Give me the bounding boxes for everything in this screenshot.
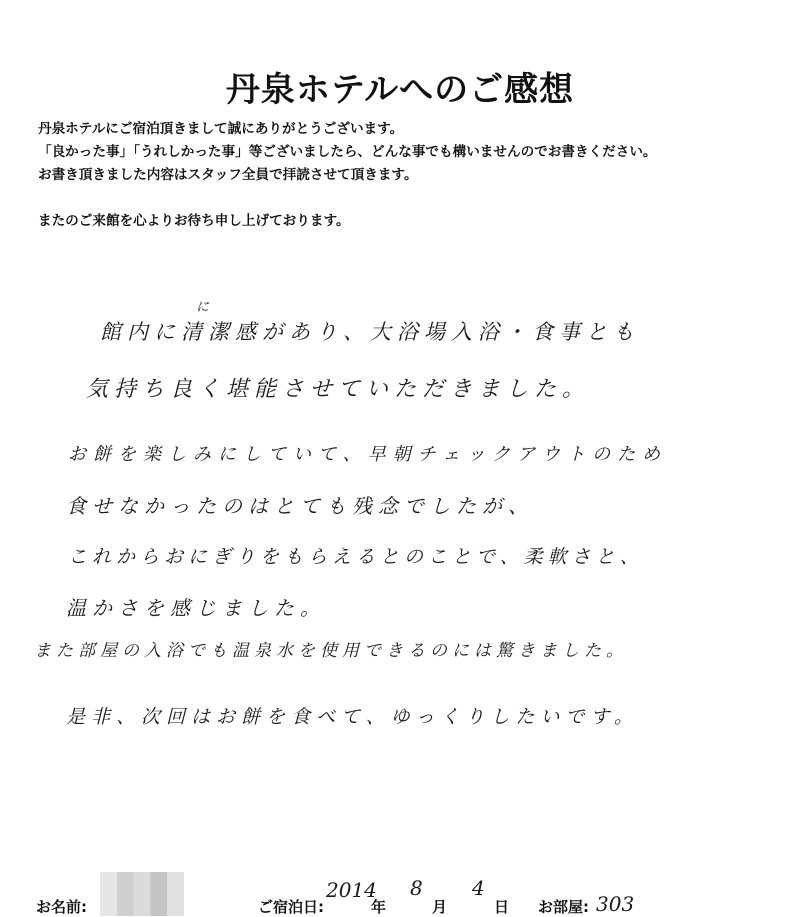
intro-line-2: 「良かった事」「うれしかった事」等ございましたら、どんな事でも構いませんのでお書きください。 [38, 144, 657, 160]
handwritten-line-6: 温かさを感じました。 [66, 596, 326, 620]
footer [0, 868, 800, 916]
stay-day-value: 4 [472, 876, 485, 900]
handwritten-line-3: お餅を楽しみにしていて、早朝チェックアウトのため [68, 444, 668, 465]
month-label: 月 [432, 898, 448, 916]
intro-line-1: 丹泉ホテルにご宿泊頂きまして誠にありがとうございます。 [38, 121, 404, 137]
handwritten-line-7: また部屋の入浴でも温泉水を使用できるのには驚きました。 [34, 641, 628, 661]
room-label: お部屋: [538, 898, 589, 916]
intro-line-4: またのご来館を心よりお待ち申し上げております。 [38, 213, 350, 229]
room-value: 303 [596, 892, 635, 916]
redacted-name [100, 872, 184, 916]
page-title: 丹泉ホテルへのご感想 [225, 70, 575, 110]
handwritten-line-2: 気持ち良く堪能させていただきました。 [86, 377, 591, 402]
day-label: 日 [494, 898, 510, 916]
year-label: 年 [371, 898, 387, 916]
stay-month-value: 8 [410, 876, 423, 900]
handwritten-line-8: 是非、次回はお餅を食べて、ゆっくりしたいです。 [66, 706, 639, 728]
ruby-annotation: に [196, 300, 210, 315]
intro-line-3: お書き頂きました内容はスタッフ全員で拝読させて頂きます。 [38, 167, 418, 183]
stay-year-value: 2014 [326, 878, 377, 902]
handwritten-line-1: 館内に清潔感があり、大浴場入浴・食事とも [100, 320, 640, 344]
handwritten-line-5: これからおにぎりをもらえるとのことで、柔軟さと、 [68, 546, 644, 568]
handwritten-line-4: 食せなかったのはとても残念でしたが、 [66, 494, 534, 518]
stay-date-label: ご宿泊日: [258, 898, 324, 916]
name-label: お名前: [36, 898, 87, 916]
